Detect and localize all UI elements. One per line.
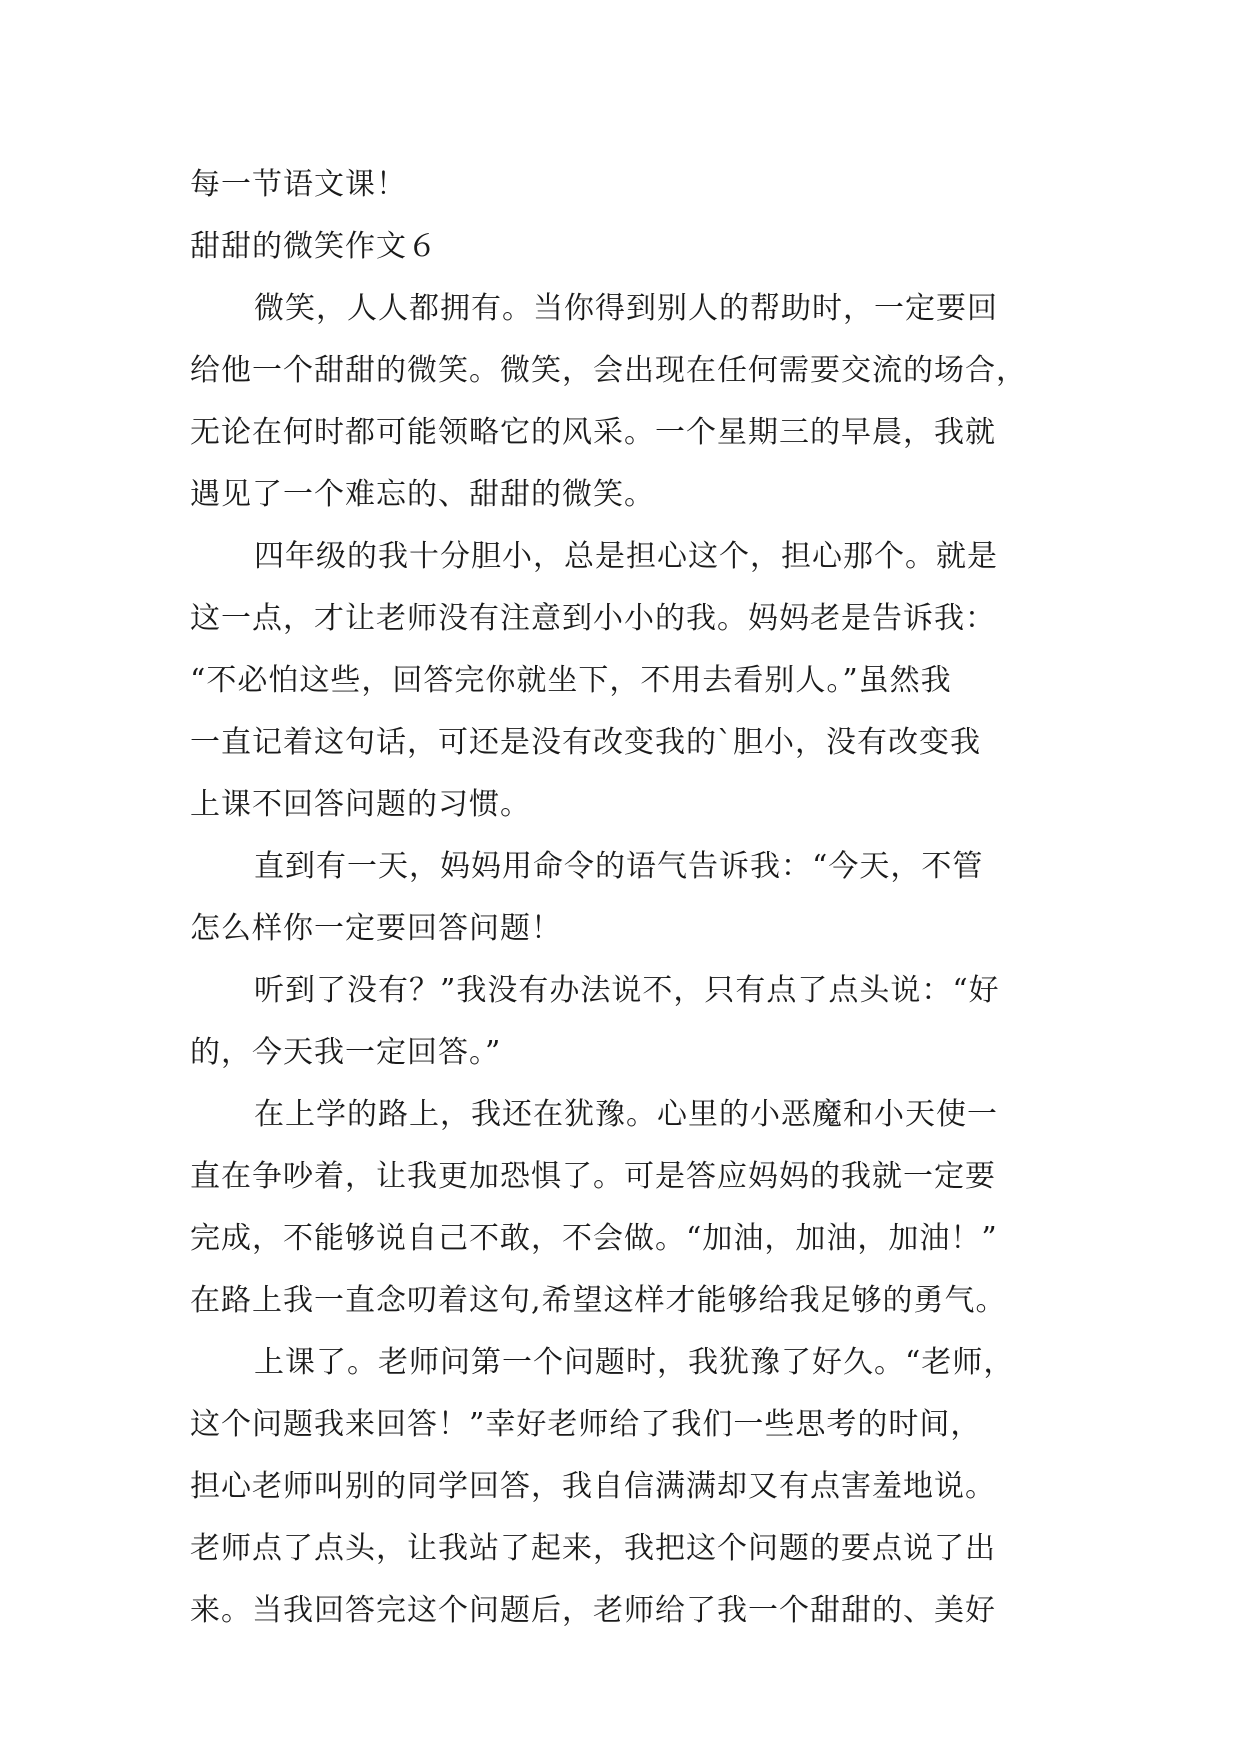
text-line: 上课不回答问题的习惯。 <box>190 787 531 822</box>
text-line: 的，今天我一定回答。” <box>190 1035 502 1070</box>
text-line: 老师点了点头，让我站了起来，我把这个问题的要点说了出 <box>190 1531 996 1566</box>
text-line: 四年级的我十分胆小，总是担心这个，担心那个。就是 <box>254 539 998 574</box>
text-line: 每一节语文课！ <box>190 167 407 202</box>
section-title: 甜甜的微笑作文６ <box>190 229 438 264</box>
text-line: 听到了没有？”我没有办法说不，只有点了点头说：“好 <box>254 973 1000 1008</box>
text-line: 一直记着这句话，可还是没有改变我的`胆小，没有改变我 <box>190 725 981 760</box>
text-line: 怎么样你一定要回答问题！ <box>190 911 562 946</box>
document-body <box>190 154 1060 1642</box>
text-line: 遇见了一个难忘的、甜甜的微笑。 <box>190 477 655 512</box>
text-line: 上课了。老师问第一个问题时，我犹豫了好久。“老师， <box>254 1345 1015 1380</box>
text-line: 在路上我一直念叨着这句,希望这样才能够给我足够的勇气。 <box>190 1283 1007 1318</box>
text-line: 这一点，才让老师没有注意到小小的我。妈妈老是告诉我： <box>190 601 996 636</box>
text-line: 完成，不能够说自己不敢，不会做。“加油，加油，加油！” <box>190 1221 998 1256</box>
text-line: “不必怕这些，回答完你就坐下，不用去看别人。”虽然我 <box>190 663 952 698</box>
text-line: 无论在何时都可能领略它的风采。一个星期三的早晨，我就 <box>190 415 996 450</box>
text-line: 直到有一天，妈妈用命令的语气告诉我：“今天，不管 <box>254 849 984 884</box>
text-line: 直在争吵着，让我更加恐惧了。可是答应妈妈的我就一定要 <box>190 1159 996 1194</box>
text-line: 这个问题我来回答！”幸好老师给了我们一些思考的时间， <box>190 1407 982 1442</box>
text-line: 担心老师叫别的同学回答，我自信满满却又有点害羞地说。 <box>190 1469 996 1504</box>
text-line: 来。当我回答完这个问题后，老师给了我一个甜甜的、美好 <box>190 1593 996 1628</box>
text-line: 在上学的路上，我还在犹豫。心里的小恶魔和小天使一 <box>254 1097 998 1132</box>
text-line: 给他一个甜甜的微笑。微笑，会出现在任何需要交流的场合， <box>190 353 1027 388</box>
text-line: 微笑，人人都拥有。当你得到别人的帮助时，一定要回 <box>254 291 998 326</box>
